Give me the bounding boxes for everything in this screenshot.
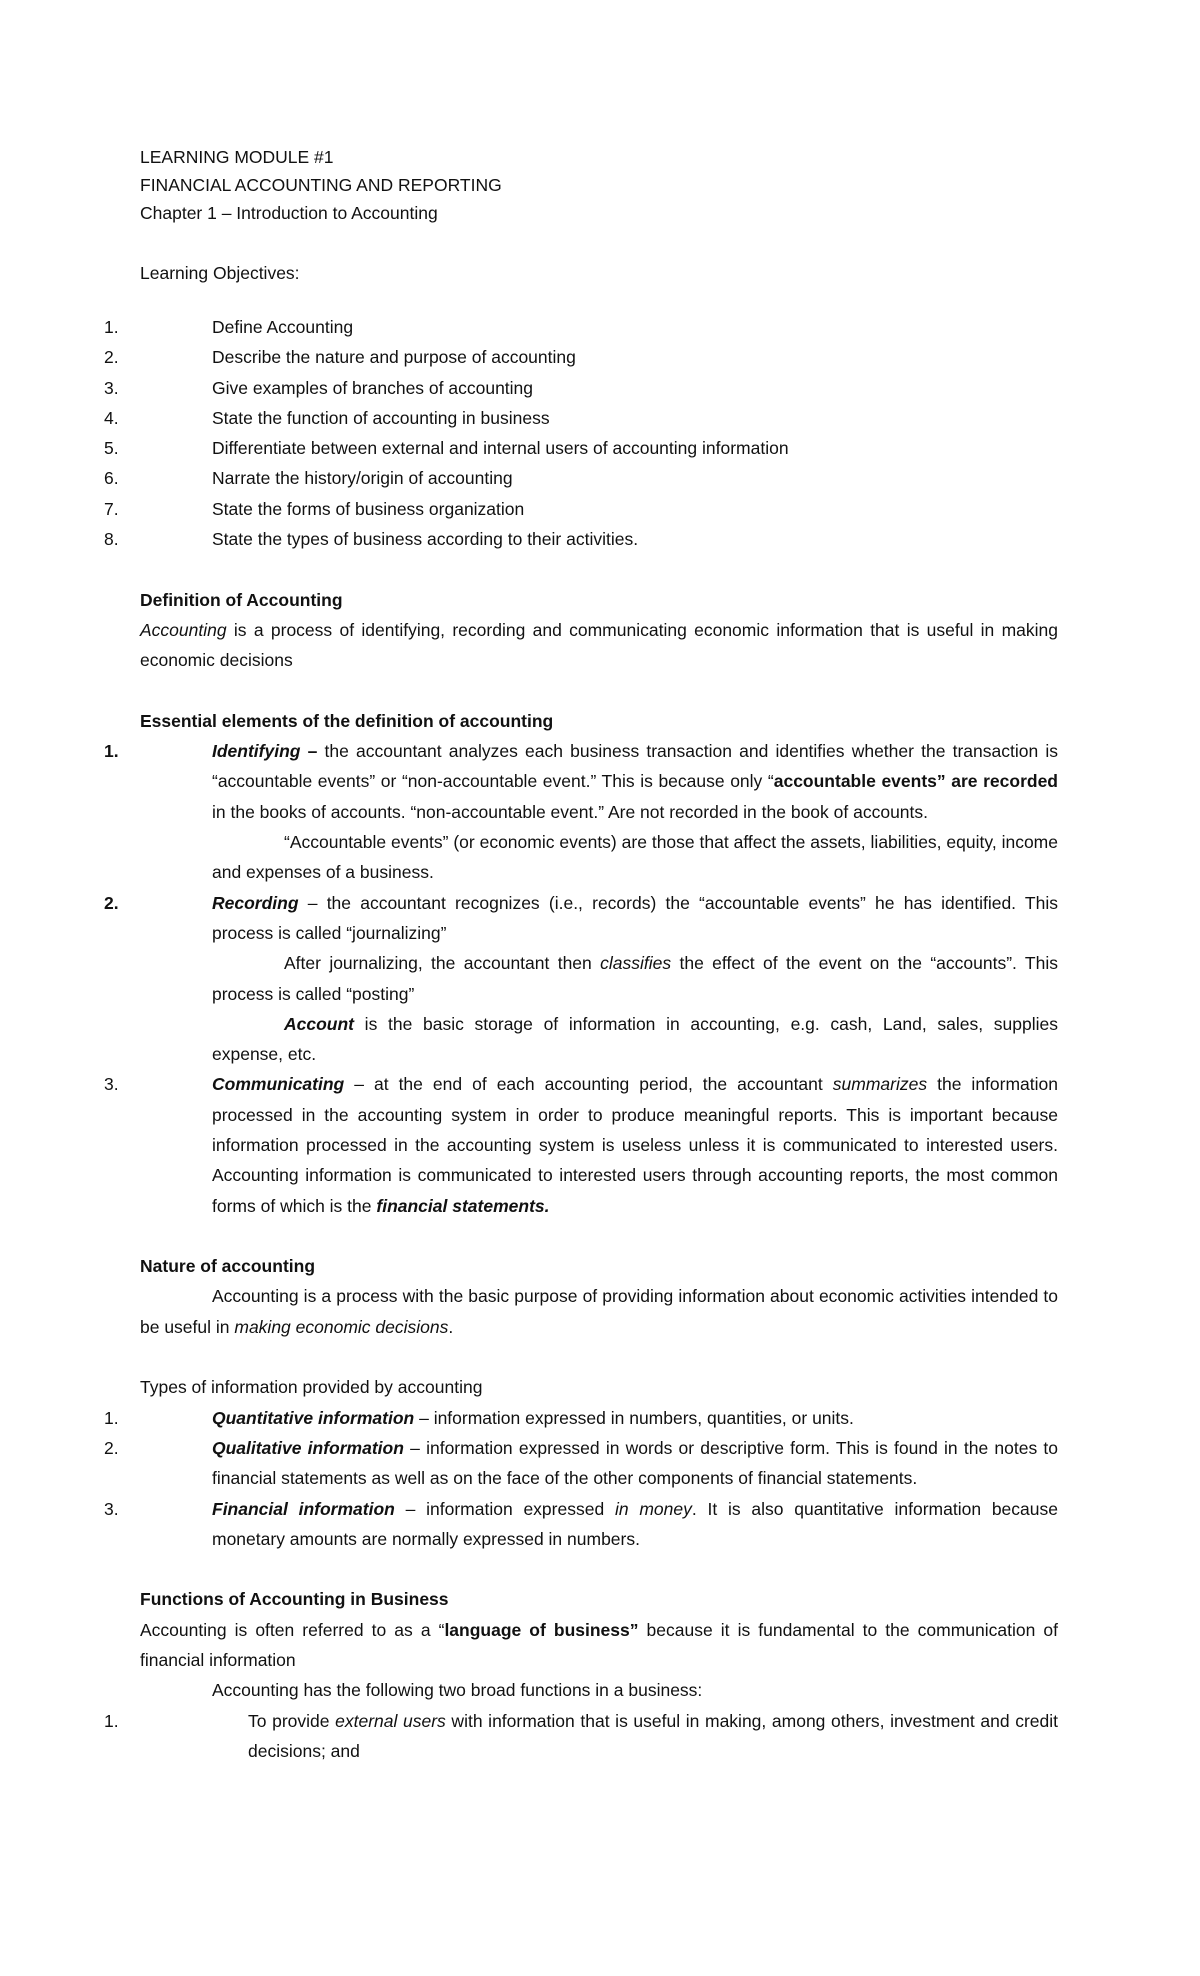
text-run: Accounting is a process with the basic purpose of providing information about economic activities intended to be useful in [140,1286,1058,1337]
objective-item [104,463,1058,493]
functions-list [104,1706,1058,1767]
text-run: – information expressed in words or descriptive form. This is found in the notes to financial statements as well as on the face of the other components of financial statements. [212,1437,1059,1489]
list-number: 4. [104,407,119,428]
list-number: 1. [104,741,119,762]
objective-item [104,373,1058,403]
essential-list [104,736,1058,1221]
text-run: the information processed in the accounting system in order to produce meaningful reports. This is important because information processed in the accounting system is useless unless it is communicated to interested users. Accounting information is communicated to interested users through accounting reports, the most common forms of which is the [212,1074,1058,1216]
nature-heading: Nature of accounting [140,1256,316,1277]
text-run: in money [614,1498,692,1519]
list-number: 1. [104,1407,119,1428]
objective-text: State the types of business according to their activities. [212,529,639,550]
chapter-title: Chapter 1 – Introduction to Accounting [140,202,438,223]
text-run: is a process of identifying, recording and communicating economic information that is useful in making economic decisions [140,619,1058,671]
nature-body [140,1281,1058,1342]
list-number: 3. [104,1074,119,1095]
text-run: Accounting [140,619,227,640]
text-run: accountable events” are recorded [773,771,1058,792]
text-run: To provide [248,1710,336,1731]
document-page [104,144,1059,1766]
definition-heading: Definition of Accounting [140,589,343,610]
text-run: Accounting is often referred to as a “ [140,1619,445,1640]
text-run: – at the end of each accounting period, the accountant [344,1074,833,1095]
module-title: LEARNING MODULE #1 [140,147,334,167]
essential-element-item [104,736,1058,887]
paragraph [212,888,1058,949]
list-number: 3. [104,377,119,398]
objective-item [104,494,1058,524]
text-run: Quantitative information [212,1407,415,1428]
text-run: financial statements. [376,1195,550,1216]
list-number: 2. [104,347,119,368]
list-number: 1. [104,316,119,337]
text-run: . [448,1316,454,1337]
info-type-item [104,1494,1058,1555]
list-number: 6. [104,468,119,489]
text-run: the accountant analyzes each business transaction and identifies whether the transaction is “accountable events” or “non-accountable event.” This is because only “ [212,741,1058,792]
paragraph [212,1069,1058,1220]
text-run: language of business” [444,1619,639,1640]
text-run: – information expressed in numbers, quantities, or units. [414,1407,854,1428]
objective-item [104,524,1058,554]
list-number: 2. [104,892,119,913]
info-type-item [104,1433,1059,1494]
text-run: Identifying [212,741,301,762]
text-run: is the basic storage of information in accounting, e.g. cash, Land, sales, supplies expense, etc. [212,1013,1058,1065]
text-run: summarizes [832,1074,928,1095]
info-type-item [104,1403,1058,1433]
text-run: with information that is useful in making, among others, investment and credit decisions; and [248,1710,1058,1761]
objective-item [104,312,1058,342]
list-number: 7. [104,498,119,519]
functions-intro: Accounting has the following two broad functions in a business: [212,1680,703,1701]
objective-text: Define Accounting [212,316,354,337]
essential-heading: Essential elements of the definition of accounting [140,710,554,731]
types-heading: Types of information provided by accounting [140,1377,483,1398]
text-run: Recording [212,892,299,913]
text-run: classifies [600,953,672,974]
list-number: 3. [104,1498,119,1519]
text-run: making economic decisions [234,1316,449,1337]
text-run: Qualitative information [212,1437,404,1458]
list-number: 8. [104,529,119,550]
list-number: 2. [104,1437,119,1458]
text-run: because it is fundamental to the communication of financial information [140,1619,1058,1671]
paragraph [212,948,1058,1009]
text-run: Financial information [212,1498,395,1519]
list-number: 5. [104,438,119,459]
objective-item [104,433,1058,463]
objective-text: Narrate the history/origin of accounting [212,468,513,489]
functions-heading: Functions of Accounting in Business [140,1589,449,1610]
text-run: . It is also quantitative information because monetary amounts are normally expressed in numbers. [212,1498,1058,1549]
objective-text: State the function of accounting in business [212,407,550,428]
function-item [104,1706,1058,1767]
paragraph [212,827,1058,888]
essential-element-item [104,1069,1058,1220]
text-run: – [300,741,325,762]
text-run: the effect of the event on the “accounts”. This process is called “posting” [212,953,1058,1004]
essential-element-item [104,888,1058,1070]
objective-text: Differentiate between external and internal users of accounting information [212,438,789,459]
objectives-list [104,312,1058,554]
definition-body [140,615,1058,676]
text-run: After journalizing, the accountant then [284,953,601,974]
text-run: in the books of accounts. “non-accountable event.” Are not recorded in the book of accounts. [212,801,929,822]
list-number: 1. [104,1710,119,1731]
objective-text: State the forms of business organization [212,498,525,519]
objectives-heading: Learning Objectives: [140,262,300,283]
text-run: – information expressed [394,1498,615,1519]
text-run: – the accountant recognizes (i.e., records) the “accountable events” he has identified. This process is called “journalizing” [212,892,1058,943]
types-list [104,1403,1059,1554]
objective-text: Describe the nature and purpose of accounting [212,347,576,368]
text-run: Communicating [212,1074,345,1095]
course-title: FINANCIAL ACCOUNTING AND REPORTING [140,174,502,195]
objective-item [104,403,1058,433]
functions-body [140,1615,1058,1676]
objective-item [104,342,1058,372]
paragraph [212,1009,1058,1070]
objective-text: Give examples of branches of accounting [212,377,534,398]
text-run: Account [284,1013,354,1034]
text-run: external users [335,1710,446,1731]
text-run: “Accountable events” (or economic events) are those that affect the assets, liabilities, equity, income and expenses of a business. [212,832,1058,883]
paragraph [212,736,1058,827]
